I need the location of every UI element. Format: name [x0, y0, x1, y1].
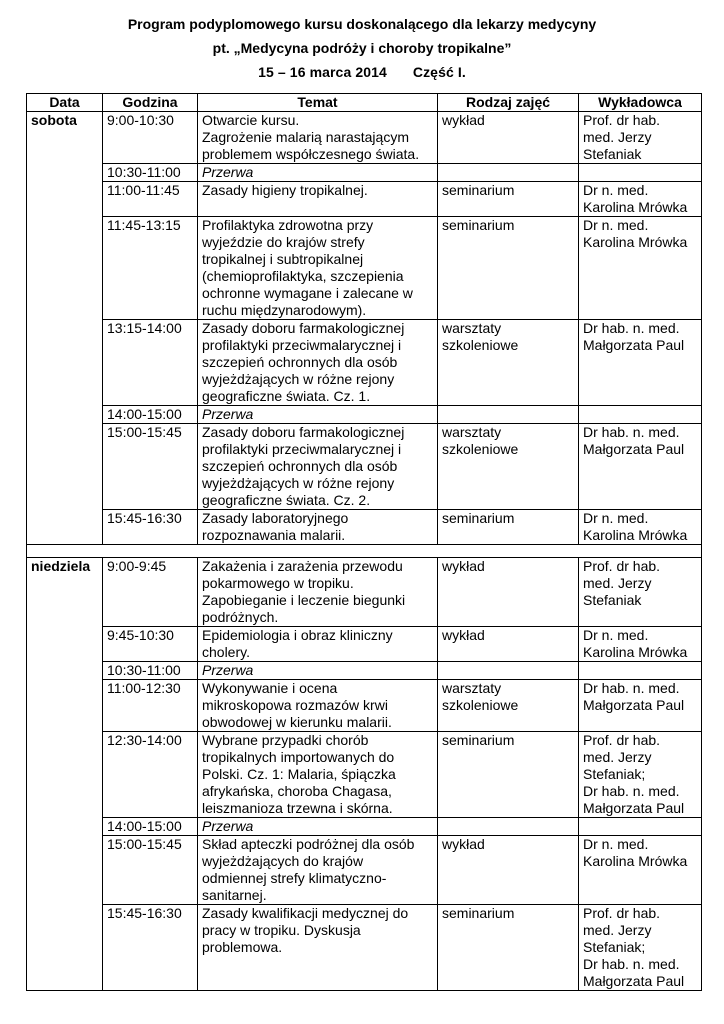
table-row: [27, 732, 702, 818]
type-cell: [438, 217, 579, 320]
topic-line: Zasady kwalifikacji medycznej do: [202, 905, 409, 921]
type-line: seminarium: [442, 905, 515, 921]
type-line: warsztaty: [442, 424, 502, 440]
column-header-time: Godzina: [103, 94, 198, 112]
topic-line: Polski. Cz. 1: Malaria, śpiączka: [202, 766, 396, 782]
table-row: [27, 406, 702, 424]
topic-cell: [198, 510, 438, 545]
lecturer-line: Karolina Mrówka: [583, 234, 688, 250]
lecturer-cell: [579, 112, 702, 164]
day-cell: niedziela: [27, 558, 103, 991]
time-cell: 15:45-16:30: [103, 905, 198, 991]
topic-cell: [198, 320, 438, 406]
day-cell: sobota: [27, 112, 103, 545]
lecturer-line: Prof. dr hab.: [583, 558, 661, 574]
topic-line: Przerwa: [202, 818, 254, 834]
topic-line: profilaktyki przeciwmalarycznej i: [202, 337, 402, 353]
table-row: [27, 558, 702, 627]
column-header-lecturer: Wykładowca: [579, 94, 702, 112]
lecturer-line: Małgorzata Paul: [583, 973, 685, 989]
day-separator-row: [27, 545, 702, 558]
topic-line: wyjeżdżających do krajów: [202, 853, 364, 869]
topic-line: wyjeździe do krajów strefy: [202, 234, 365, 250]
table-row: [27, 510, 702, 545]
topic-line: Wybrane przypadki chorób: [202, 732, 369, 748]
topic-cell: [198, 558, 438, 627]
lecturer-line: Stefaniak;: [583, 766, 646, 782]
time-cell: 10:30-11:00: [103, 662, 198, 680]
column-header-topic: Temat: [198, 94, 438, 112]
topic-line: wyjeżdżających w różne rejony: [202, 371, 395, 387]
lecturer-line: Dr hab. n. med.: [583, 783, 680, 799]
topic-cell: [198, 680, 438, 732]
lecturer-cell: [579, 732, 702, 818]
time-cell: 11:00-12:30: [103, 680, 198, 732]
topic-line: szczepień ochronnych dla osób: [202, 458, 398, 474]
topic-line: Zasady laboratoryjnego: [202, 510, 349, 526]
type-cell: [438, 182, 579, 217]
table-row: [27, 905, 702, 991]
type-line: wykład: [442, 558, 485, 574]
type-line: warsztaty: [442, 320, 502, 336]
lecturer-line: med. Jerzy: [583, 129, 652, 145]
type-line: szkoleniowe: [442, 337, 519, 353]
time-cell: 11:00-11:45: [103, 182, 198, 217]
lecturer-line: Dr n. med.: [583, 510, 649, 526]
topic-line: Epidemiologia i obraz kliniczny: [202, 627, 393, 643]
type-cell: [438, 510, 579, 545]
document-header: [0, 12, 724, 84]
column-header-type: Rodzaj zajęć: [438, 94, 579, 112]
column-header-date: Data: [27, 94, 103, 112]
lecturer-cell: [579, 510, 702, 545]
topic-line: pokarmowego w tropiku.: [202, 575, 354, 591]
lecturer-cell: [579, 320, 702, 406]
type-cell: [438, 662, 579, 680]
type-cell: [438, 164, 579, 182]
type-cell: [438, 627, 579, 662]
lecturer-line: Małgorzata Paul: [583, 697, 685, 713]
type-line: szkoleniowe: [442, 697, 519, 713]
topic-line: tropikalnych importowanych do: [202, 749, 395, 765]
lecturer-cell: [579, 182, 702, 217]
topic-line: rozpoznawania malarii.: [202, 527, 346, 543]
topic-line: Przerwa: [202, 164, 254, 180]
lecturer-line: Stefaniak;: [583, 939, 646, 955]
lecturer-cell: [579, 424, 702, 510]
break-cell: [198, 818, 438, 836]
topic-cell: [198, 627, 438, 662]
type-cell: [438, 818, 579, 836]
topic-line: ruchu międzynarodowym).: [202, 302, 367, 318]
lecturer-cell: [579, 164, 702, 182]
table-row: [27, 627, 702, 662]
lecturer-line: Małgorzata Paul: [583, 441, 685, 457]
time-cell: 14:00-15:00: [103, 818, 198, 836]
topic-line: geograficzne świata. Cz. 1.: [202, 388, 371, 404]
topic-line: Zasady doboru farmakologicznej: [202, 424, 405, 440]
type-cell: [438, 320, 579, 406]
course-title: pt. „Medycyna podróży i choroby tropikalne”: [212, 40, 512, 56]
topic-line: Zapobieganie i leczenie biegunki: [202, 592, 406, 608]
table-row: [27, 217, 702, 320]
lecturer-cell: [579, 558, 702, 627]
topic-line: Zagrożenie malarią narastającym: [202, 129, 409, 145]
table-row: [27, 182, 702, 217]
lecturer-line: med. Jerzy: [583, 922, 652, 938]
topic-line: Profilaktyka zdrowotna przy: [202, 217, 374, 233]
time-cell: 9:00-9:45: [103, 558, 198, 627]
topic-cell: [198, 112, 438, 164]
lecturer-line: Karolina Mrówka: [583, 527, 688, 543]
lecturer-cell: [579, 818, 702, 836]
type-cell: [438, 558, 579, 627]
topic-line: ochronne wymagane i zalecane w: [202, 285, 413, 301]
time-cell: 12:30-14:00: [103, 732, 198, 818]
session-dates: 15 – 16 marca 2014: [258, 64, 387, 80]
table-row: [27, 112, 702, 164]
type-cell: [438, 905, 579, 991]
lecturer-line: Dr n. med.: [583, 627, 649, 643]
lecturer-line: Prof. dr hab.: [583, 112, 661, 128]
table-row: [27, 818, 702, 836]
topic-line: problemem współczesnego świata.: [202, 146, 420, 162]
type-line: wykład: [442, 836, 485, 852]
topic-line: szczepień ochronnych dla osób: [202, 354, 398, 370]
topic-line: Zasady doboru farmakologicznej: [202, 320, 405, 336]
topic-line: tropikalnej i subtropikalnej: [202, 251, 364, 267]
topic-line: (chemioprofilaktyka, szczepienia: [202, 268, 404, 284]
topic-line: Skład apteczki podróżnej dla osób: [202, 836, 415, 852]
topic-line: geograficzne świata. Cz. 2.: [202, 492, 371, 508]
schedule-table: [26, 93, 702, 991]
topic-line: odmiennej strefy klimatyczno-: [202, 870, 387, 886]
lecturer-line: Dr hab. n. med.: [583, 680, 680, 696]
topic-line: cholery.: [202, 644, 250, 660]
topic-cell: [198, 905, 438, 991]
table-row: [27, 320, 702, 406]
lecturer-cell: [579, 406, 702, 424]
topic-line: leiszmanioza trzewna i skórna.: [202, 800, 393, 816]
lecturer-line: Dr n. med.: [583, 182, 649, 198]
type-line: seminarium: [442, 732, 515, 748]
lecturer-cell: [579, 680, 702, 732]
lecturer-line: med. Jerzy: [583, 749, 652, 765]
type-cell: [438, 406, 579, 424]
topic-line: profilaktyki przeciwmalarycznej i: [202, 441, 402, 457]
lecturer-cell: [579, 905, 702, 991]
topic-line: problemowa.: [202, 939, 283, 955]
topic-line: obwodowej w kierunku malarii.: [202, 714, 392, 730]
lecturer-line: med. Jerzy: [583, 575, 652, 591]
topic-line: Zakażenia i zarażenia przewodu: [202, 558, 403, 574]
session-part: Część I.: [412, 64, 466, 80]
program-title: Program podyplomowego kursu doskonalącego dla lekarzy medycyny: [127, 16, 597, 32]
lecturer-line: Dr n. med.: [583, 836, 649, 852]
time-cell: 14:00-15:00: [103, 406, 198, 424]
time-cell: 13:15-14:00: [103, 320, 198, 406]
time-cell: 10:30-11:00: [103, 164, 198, 182]
table-row: [27, 680, 702, 732]
topic-line: podróżnych.: [202, 609, 279, 625]
lecturer-line: Prof. dr hab.: [583, 905, 661, 921]
topic-cell: [198, 732, 438, 818]
lecturer-line: Prof. dr hab.: [583, 732, 661, 748]
topic-line: Zasady higieny tropikalnej.: [202, 182, 368, 198]
table-header-row: [27, 94, 702, 112]
topic-line: Przerwa: [202, 406, 254, 422]
break-cell: [198, 406, 438, 424]
separator-cell: [27, 545, 702, 558]
type-line: seminarium: [442, 217, 515, 233]
type-cell: [438, 112, 579, 164]
lecturer-line: Karolina Mrówka: [583, 644, 688, 660]
topic-cell: [198, 217, 438, 320]
lecturer-line: Karolina Mrówka: [583, 199, 688, 215]
time-cell: 11:45-13:15: [103, 217, 198, 320]
topic-line: Otwarcie kursu.: [202, 112, 300, 128]
type-line: szkoleniowe: [442, 441, 519, 457]
time-cell: 15:00-15:45: [103, 836, 198, 905]
lecturer-cell: [579, 217, 702, 320]
type-line: warsztaty: [442, 680, 502, 696]
schedule-body: [27, 112, 702, 991]
lecturer-line: Dr hab. n. med.: [583, 320, 680, 336]
lecturer-line: Dr n. med.: [583, 217, 649, 233]
lecturer-line: Karolina Mrówka: [583, 853, 688, 869]
lecturer-cell: [579, 836, 702, 905]
lecturer-line: Dr hab. n. med.: [583, 424, 680, 440]
lecturer-cell: [579, 662, 702, 680]
type-line: wykład: [442, 112, 485, 128]
topic-line: wyjeżdżających w różne rejony: [202, 475, 395, 491]
type-cell: [438, 424, 579, 510]
time-cell: 9:00-10:30: [103, 112, 198, 164]
lecturer-cell: [579, 627, 702, 662]
type-cell: [438, 836, 579, 905]
topic-line: afrykańska, choroba Chagasa,: [202, 783, 392, 799]
topic-line: pracy w tropiku. Dyskusja: [202, 922, 361, 938]
type-cell: [438, 732, 579, 818]
lecturer-line: Stefaniak: [583, 592, 642, 608]
break-cell: [198, 662, 438, 680]
time-cell: 9:45-10:30: [103, 627, 198, 662]
type-line: seminarium: [442, 510, 515, 526]
lecturer-line: Stefaniak: [583, 146, 642, 162]
topic-line: sanitarnej.: [202, 887, 267, 903]
type-line: seminarium: [442, 182, 515, 198]
topic-line: mikroskopowa rozmazów krwi: [202, 697, 388, 713]
table-row: [27, 662, 702, 680]
table-row: [27, 424, 702, 510]
session-line: [0, 60, 724, 84]
lecturer-line: Dr hab. n. med.: [583, 956, 680, 972]
topic-line: Wykonywanie i ocena: [202, 680, 338, 696]
time-cell: 15:45-16:30: [103, 510, 198, 545]
lecturer-line: Małgorzata Paul: [583, 337, 685, 353]
type-cell: [438, 680, 579, 732]
table-row: [27, 836, 702, 905]
topic-cell: [198, 182, 438, 217]
time-cell: 15:00-15:45: [103, 424, 198, 510]
lecturer-line: Małgorzata Paul: [583, 800, 685, 816]
topic-cell: [198, 424, 438, 510]
topic-cell: [198, 836, 438, 905]
table-row: [27, 164, 702, 182]
break-cell: [198, 164, 438, 182]
topic-line: Przerwa: [202, 662, 254, 678]
type-line: wykład: [442, 627, 485, 643]
